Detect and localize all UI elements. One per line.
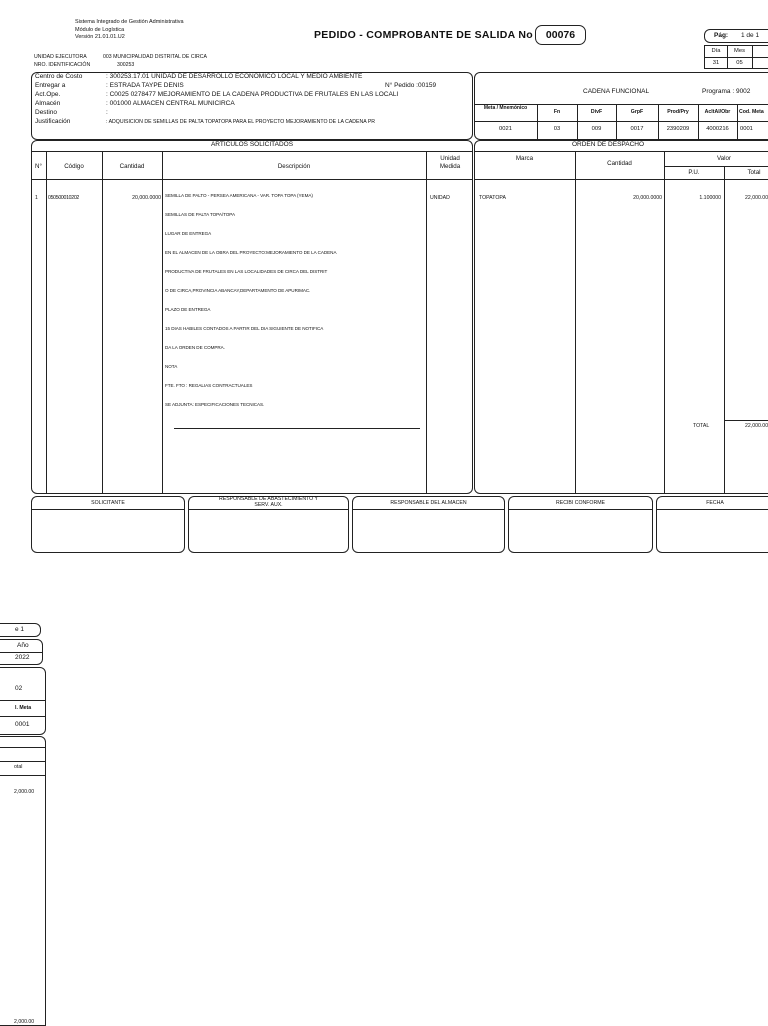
strip-page-box [0, 623, 41, 637]
chain-header-divf: DivF [590, 109, 603, 115]
chain-value-fn: 03 [553, 126, 561, 132]
col-unit-price-header: P.U. [688, 169, 700, 176]
order-number-label: N° Pedido : [385, 82, 418, 89]
description-line: O DE CIRCA,PROVINCIA ABANCAY,DEPARTAMENTO DE APURIMAC. [165, 288, 311, 293]
chain-header-grpf: GrpF [630, 109, 644, 115]
description-line: NOTA [165, 364, 178, 369]
strip-program-tail: 02 [15, 685, 23, 692]
page-label: Pág: [714, 32, 729, 39]
cost-center-label: Centro de Costo [35, 73, 83, 80]
warehouse-value: : 001000 ALMACEN CENTRAL MUNICIRCA [106, 100, 235, 107]
page-value: 1 de 1 [741, 32, 760, 39]
description-line: SEMILLA DE PALTO - PERSEA AMERICANA - VAR. TOPA TOPA (YEMA) [165, 193, 313, 198]
dispatch-unit-price: 1.100000 [699, 195, 721, 201]
signature-box-warehouse [352, 496, 505, 553]
dispatch-quantity: 20,000.0000 [633, 195, 662, 201]
articles-section-title: ARTICULOS SOLICITADOS [210, 141, 294, 148]
document-title: PEDIDO - COMPROBANTE DE SALIDA No [314, 29, 533, 41]
deliver-to-label: Entregar a [35, 82, 66, 89]
destination-label: Destino [35, 109, 58, 116]
signature-requester-label: SOLICITANTE [91, 500, 125, 506]
strip-total-column [0, 736, 46, 1026]
executing-unit-value: 003 MUNICIPALIDAD DISTRITAL DE CIRCA [103, 54, 207, 60]
signature-box-date [656, 496, 768, 553]
activity-value: : C0025 0278477 MEJORAMIENTO DE LA CADENA PRODUCTIVA DE FRUTALES EN LAS LOCALI [106, 91, 399, 98]
strip-meta-label: l. Meta [15, 705, 32, 711]
strip-year-value: 2022 [15, 654, 30, 661]
signature-warehouse-label: RESPONSABLE DEL ALMACEN [390, 500, 467, 506]
col-desc-header: Descripción [277, 163, 311, 170]
description-line: PRODUCTIVA DE FRUTALES EN LAS LOCALIDADES DE CIRCA DEL DISTRIT [165, 269, 328, 274]
deliver-to-value: : ESTRADA TAYPE DENIS [106, 82, 184, 89]
description-line: SEMILLAS DE PALTA TOPA/TOPA [165, 212, 235, 217]
id-number-label: NRO. IDENTIFICACIÓN [34, 62, 91, 68]
dispatch-item-total: 22,000.00 [745, 195, 768, 201]
system-info [75, 19, 184, 42]
col-dispatch-qty-header: Cantidad [607, 160, 632, 167]
item-unit: UNIDAD [430, 195, 450, 201]
chain-header-prodpry: Prod/Pry [667, 109, 689, 115]
col-value-header: Valor [717, 155, 731, 162]
signature-box-requester [31, 496, 185, 553]
chain-value-divf: 009 [591, 126, 602, 132]
order-number-value: 00159 [418, 82, 437, 89]
month-label: Mes [734, 48, 745, 54]
module-name: Módulo de Logística [75, 26, 125, 33]
strip-year-box [0, 639, 43, 665]
system-name: Sistema Integrado de Gestión Administrativa [75, 19, 184, 25]
activity-label: Act.Ope. [35, 91, 61, 98]
col-brand-header: Marca [515, 155, 534, 162]
justification-value: : ADQUISICION DE SEMILLAS DE PALTA TOPATOPA PARA EL PROYECTO MEJORAMIENTO DE LA CADENA PR [106, 119, 376, 125]
strip-chain-box [0, 667, 46, 735]
destination-value: : [106, 109, 108, 116]
date-grid [704, 45, 768, 69]
chain-value-meta-code: 0001 [740, 126, 753, 132]
warehouse-label: Almacén [35, 100, 61, 107]
executing-unit-label: UNIDAD EJECUTORA [34, 54, 87, 60]
strip-total-value: 2,000.00 [14, 789, 35, 795]
description-line: PLAZO DE ENTREGA [165, 307, 211, 312]
signature-box-supply [188, 496, 349, 553]
cost-center-value: : 300253.17.01 UNIDAD DE DESARROLLO ECONOMICO LOCAL Y MEDIO AMBIENTE [106, 73, 363, 80]
strip-total-header: otal [14, 764, 23, 770]
justification-label: Justificación [35, 118, 71, 125]
description-line: EN EL ALMACEN DE LA OBRA DEL PROYECTO:MEJORAMIENTO DE LA CADENA [165, 250, 337, 255]
strip-grand-total: 2,000.00 [14, 1019, 35, 1025]
strip-meta-value: 0001 [15, 721, 30, 728]
description-line: 15 DIAS HABILES CONTADOS A PARTIR DEL DIA SIGUIENTE DE NOTIFICA [165, 326, 324, 331]
col-n-header: N° [35, 163, 42, 170]
chain-header-meta: Meta / Mnemónico [483, 105, 528, 111]
col-qty-header: Cantidad [119, 163, 145, 170]
document-number: 00076 [535, 25, 586, 45]
description-end-rule [174, 428, 420, 429]
item-quantity: 20,000.0000 [132, 195, 161, 201]
description-line: DA LA ORDEN DE COMPRA. [165, 345, 225, 350]
item-number: 1 [35, 195, 38, 201]
version: Versión 21.01.01.U2 [75, 34, 125, 41]
page-box [704, 29, 768, 43]
day-value: 31 [712, 60, 720, 66]
functional-chain-title: CADENA FUNCIONAL [583, 88, 650, 95]
col-total-header: Total [747, 169, 761, 176]
dispatch-brand: TOPATOPA [479, 195, 506, 201]
day-label: Día [711, 48, 721, 54]
signature-supply-label: RESPONSABLE DE ABASTECIMIENTO Y SERV. AUX. [219, 496, 318, 508]
col-code-header: Código [64, 163, 84, 170]
month-value: 05 [736, 60, 743, 66]
chain-header-fn: Fn [553, 109, 561, 115]
description-line: LUGAR DE ENTREGA [165, 231, 212, 236]
chain-header-actai: AcltAl/Obr [704, 109, 731, 115]
item-code: 050500010202 [48, 195, 80, 201]
id-number-value: 300253 [117, 62, 135, 68]
dispatch-section-title: ORDEN DE DESPACHO [571, 141, 645, 148]
total-label: TOTAL [693, 423, 710, 429]
chain-value-prodpry: 2390209 [666, 126, 690, 132]
chain-value-actai: 4000216 [706, 126, 729, 132]
signature-box-received [508, 496, 653, 553]
description-line: FTE. FTO : REGALIAS CONTRACTUALES [165, 383, 253, 388]
chain-value-grpf: 0017 [630, 126, 644, 132]
program-code: Programa : 9002 [702, 88, 751, 95]
strip-page-tail: e 1 [15, 626, 25, 633]
chain-value-meta: 0021 [499, 126, 512, 132]
signature-received-label: RECIBI CONFORME [556, 500, 605, 506]
total-value: 22,000.00 [745, 423, 768, 429]
strip-year-label: Año [17, 642, 29, 649]
description-line: SE ADJUNTA: ESPECIFICACIONES TECNICAS. [165, 402, 265, 407]
chain-header-meta-code: Cod. Meta [739, 109, 764, 115]
col-unit-header: Unidad Medida [439, 155, 461, 170]
signature-date-label: FECHA [706, 500, 724, 506]
